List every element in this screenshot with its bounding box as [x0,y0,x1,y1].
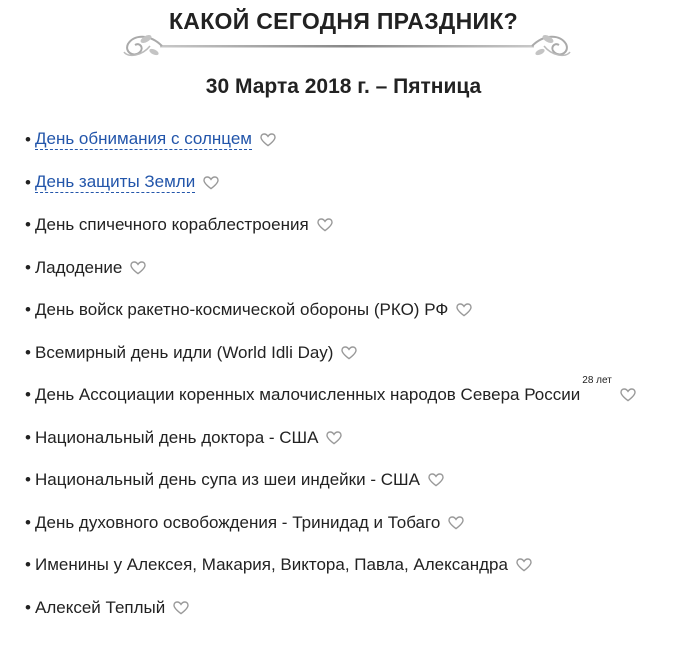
heart-outline-icon[interactable] [326,431,342,445]
bullet: • [25,257,31,277]
heart-outline-icon[interactable] [428,473,444,487]
bullet: • [25,342,31,362]
holiday-list [25,128,685,638]
heart-outline-icon[interactable] [317,218,333,232]
list-item [25,256,685,299]
list-item [25,128,685,171]
holiday-link[interactable]: День обнимания с солнцем [35,129,252,148]
bullet: • [25,215,31,234]
heart-outline-icon[interactable] [260,133,276,147]
heart-outline-icon[interactable] [130,261,146,275]
heart-outline-icon[interactable] [203,176,219,190]
ornament-divider-icon [120,30,574,62]
bullet: • [25,427,31,447]
holiday-name: Всемирный день идли (World Idli Day) [35,342,334,362]
holiday-name: Национальный день супа из шеи индейки - США [35,470,420,489]
bullet: • [25,597,31,617]
list-item [25,375,685,426]
holiday-name: Именины у Алексея, Макария, Виктора, Павла, Александра [35,555,508,574]
list-item [25,213,685,256]
heart-outline-icon[interactable] [516,558,532,572]
bullet: • [25,470,31,489]
list-item [25,171,685,214]
heart-outline-icon[interactable] [448,516,464,530]
holiday-name: День спичечного кораблестроения [35,215,309,234]
bullet: • [25,300,31,319]
holiday-name: Алексей Теплый [35,597,166,617]
page-title: КАКОЙ СЕГОДНЯ ПРАЗДНИК? [168,8,519,34]
heart-outline-icon[interactable] [173,601,189,615]
holiday-name: Ладодение [35,257,123,277]
list-item [25,468,685,511]
holiday-name: День духовного освобождения - Тринидад и Тобаго [35,512,441,532]
heart-outline-icon[interactable] [341,346,357,360]
heart-outline-icon[interactable] [456,303,472,317]
list-item [25,553,685,596]
bullet: • [25,512,31,532]
bullet: • [25,385,31,404]
holiday-link[interactable]: День защиты Земли [35,171,196,191]
current-date: 30 Марта 2018 г. – Пятница [205,75,482,98]
list-item [25,511,685,554]
holiday-name: День войск ракетно-космической обороны (РКО) РФ [35,300,449,319]
list-item [25,298,685,341]
bullet: • [25,555,31,574]
holiday-name: Национальный день доктора - США [35,427,319,447]
list-item [25,596,685,639]
list-item [25,426,685,469]
years-badge: 28 лет [582,375,612,386]
heart-outline-icon[interactable] [620,388,636,402]
bullet: • [25,172,31,192]
holiday-name: День Ассоциации коренных малочисленных народов Севера России [35,385,581,404]
bullet: • [25,130,31,149]
